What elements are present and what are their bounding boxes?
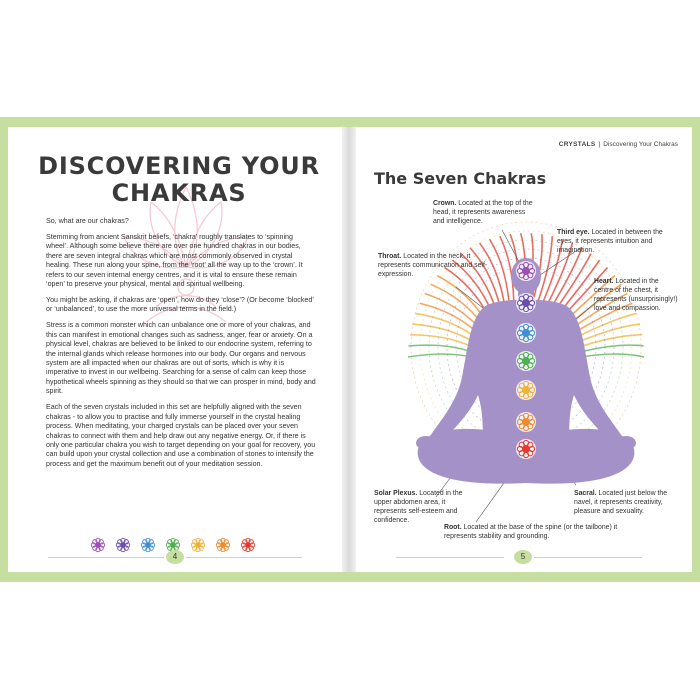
callout-throat-name: Throat. (378, 253, 402, 260)
throat-chakra-icon (516, 323, 536, 343)
callout-solar-plexus-name: Solar Plexus. (374, 490, 418, 497)
left-page (8, 127, 342, 572)
sacral-chakra-icon (215, 537, 231, 553)
footer-rule-right (186, 557, 302, 558)
header-separator: | (598, 141, 601, 148)
throat-chakra-icon (140, 537, 156, 553)
callout-crown-text: Located at the top of the head, it represents awareness and intelligence. (433, 200, 533, 225)
callout-root-text: Located at the base of the spine (or the tailbone) it represents stability and grounding. (444, 524, 618, 540)
callout-heart-name: Heart. (594, 278, 614, 285)
heart-chakra-icon (516, 351, 536, 371)
book-spread (0, 117, 700, 582)
callout-heart-text: Located in the centre of the chest, it represents (unsurprisingly!) love and compassion. (594, 278, 678, 312)
header-title: Discovering Your Chakras (603, 141, 678, 148)
root-chakra-icon (240, 537, 256, 553)
footer-rule-left (396, 557, 504, 558)
paragraph-intro: So, what are our chakras? (46, 217, 129, 225)
footer-rule-right (534, 557, 642, 558)
callout-third-eye-text: Located in between the eyes, it represents intuition and imagination. (557, 229, 663, 254)
footer-rule-left (48, 557, 164, 558)
solar-plexus-chakra-icon (516, 380, 536, 400)
third-eye-chakra-icon (516, 293, 536, 313)
callout-third-eye (557, 228, 667, 255)
book-gutter (342, 127, 356, 572)
callout-sacral (574, 489, 682, 516)
callout-throat-text: Located in the neck, it represents communication and self-expression. (378, 253, 488, 278)
callout-solar-plexus (374, 489, 470, 525)
callout-throat (378, 252, 496, 279)
crown-chakra-icon (516, 261, 536, 281)
header-section: CRYSTALS (558, 141, 596, 148)
root-chakra-icon (516, 439, 536, 459)
callout-sacral-text: Located just below the navel, it represents creativity, pleasure and sexuality. (574, 490, 668, 515)
callout-crown (433, 199, 533, 226)
page-number-right: 5 (514, 550, 532, 564)
solar-plexus-chakra-icon (190, 537, 206, 553)
body-text (46, 217, 316, 476)
callout-third-eye-name: Third eye. (557, 229, 590, 236)
callout-sacral-name: Sacral. (574, 490, 597, 497)
callout-root (444, 523, 628, 541)
page-number-left: 4 (166, 550, 184, 564)
title-line-1: DISCOVERING YOUR (38, 152, 320, 180)
section-title: The Seven Chakras (374, 169, 547, 188)
paragraph-sanskrit: Stemming from ancient Sanskrit beliefs, ‘chakra’ roughly translates to ‘spinning wheel’. Although some believe there are over one hundred chakras in our bodies, there are seven integral chakras which are most commonly observed in crystal healing. These run along your spine, from the ‘root’ all the way up to the ‘crown’. It refers to our seven internal energy centres, and it is vital to ensure these remain ‘open’ to preserve your physical, mental and spiritual wellbeing. (46, 233, 303, 289)
callout-solar-plexus-text: Located in the upper abdomen area, it represents self-esteem and confidence. (374, 490, 463, 524)
callout-heart (594, 277, 679, 313)
crown-chakra-icon (90, 537, 106, 553)
callout-root-name: Root. (444, 524, 462, 531)
paragraph-stress: Stress is a common monster which can unbalance one or more of your chakras, and this can manifest in emotional changes such as sadness, anger, fear or anxiety. On a physical level, chakras are believed to be linked to our endocrine system, referring to the internal glands which release hormones into our body. Our organs and nervous system are all impacted when our chakras are out of sorts, which is why it is imperative to invest in our wellbeing. Searching for a sense of calm can keep those hypothetical wheels spinning as they should so that we can prosper in mind, body and spirit. (46, 321, 316, 396)
title-line-2: CHAKRAS (111, 179, 247, 207)
callout-crown-name: Crown. (433, 200, 457, 207)
sacral-chakra-icon (516, 412, 536, 432)
paragraph-open-close: You might be asking, if chakras are ‘open’, how do they ‘close’? (Or become ‘blocked’ or ‘unbalanced’, to use the more universal terms in the field.) (46, 296, 314, 314)
right-page (356, 127, 692, 572)
third-eye-chakra-icon (115, 537, 131, 553)
paragraph-crystals: Each of the seven crystals included in this set are helpfully aligned with the seven chakras - to allow you to practise and fully immerse yourself in the crystal healing process. When meditating, your charged crystals can be placed over your seven chakras to connect with them and help draw out any negative energy. Or, if there is only one particular chakra you wish to target depending on your goal for recovery, you can build upon your crystal collection and use a combination of stones to intensify the process and get the maximum benefit out of your meditation session. (46, 403, 316, 468)
page-title (20, 153, 338, 207)
